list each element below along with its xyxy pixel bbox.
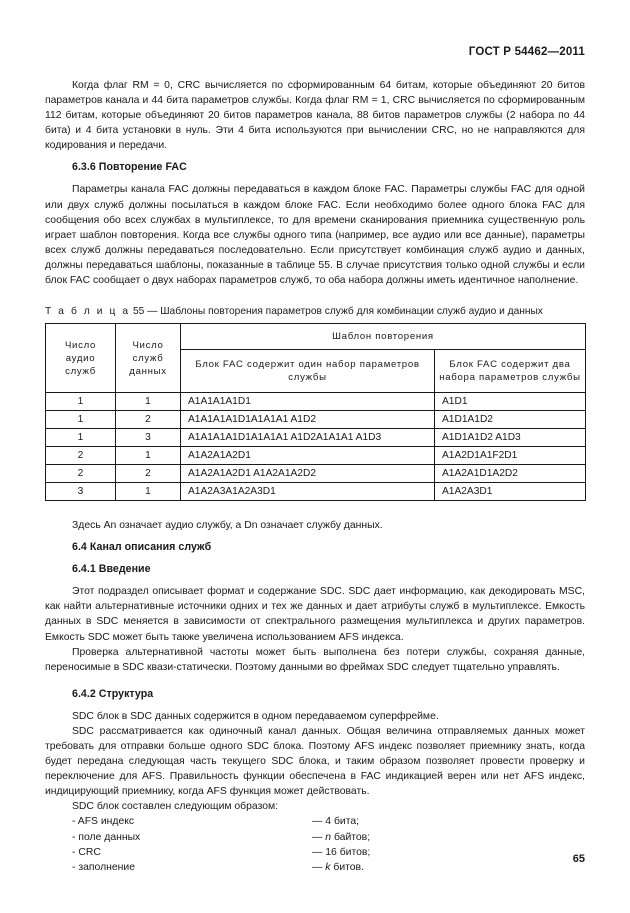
table-caption (45, 305, 585, 319)
cell-audio-count: 3 (46, 483, 116, 501)
list-item-symbol: n (325, 831, 332, 843)
cell-pattern-one-set: A1A2A3A1A2A3D1 (181, 483, 435, 501)
table-caption-number: 55 (133, 306, 145, 318)
list-item (45, 830, 585, 845)
cell-audio-count: 1 (46, 429, 116, 447)
spacer (45, 702, 585, 709)
table-caption-text: — Шаблоны повторения параметров служб для комбинации служб аудио и данных (147, 306, 543, 318)
heading-6-4-1: 6.4.1 Введение (72, 563, 151, 576)
table-row (46, 429, 586, 447)
spacer (45, 175, 585, 182)
cell-pattern-one-set: A1A2A1A2D1 (181, 447, 435, 465)
header-col-audio-count: Число аудио служб (46, 324, 116, 393)
table-row (46, 393, 586, 411)
heading-6-3-6: 6.3.6 Повторение FAC (72, 161, 187, 174)
sdc-block-composition-list (45, 814, 585, 874)
cell-data-count: 1 (116, 483, 181, 501)
table-55-repetition-patterns (45, 323, 586, 501)
list-item-value (312, 830, 370, 845)
paragraph-sdc-single-channel: SDC рассматривается как одиночный канал данных. Общая величина отправляемых данных может требовать для отправки больше одного SDC блока. Поэтому AFS индекс позволяет приемнику знать, когда будет передана следующая часть текущего SDC блока, и таким образом позволяет провести проверку и переключение для AFS. Правильность функции обеспечена в FAC индикацией верен или нет AFS индекс, индицирующий приемнику, когда AFS функция может действовать. (45, 725, 585, 798)
table-body (46, 393, 586, 501)
cell-pattern-two-sets: A1D1A1D2 (435, 411, 586, 429)
header-group-repetition-pattern: Шаблон повторения (181, 324, 586, 350)
cell-pattern-one-set: A1A1A1A1D1A1A1A1 A1D2 (181, 411, 435, 429)
table-row (46, 447, 586, 465)
list-item-label: - AFS индекс (72, 816, 135, 828)
paragraph-sdc-intro: Этот подраздел описывает формат и содержание SDC. SDC дает информацию, как декодировать MSC, как найти альтернативные источники одних и тех же данных и дает атрибуты служб в мультиплексе. Емкость данных в SDC меняется в зависимости от спектрального размещения мультиплекса и других параметров. Емкость SDC может быть также увеличена использованием AFS индекса. (45, 586, 585, 643)
table-head (46, 324, 586, 393)
cell-audio-count: 2 (46, 447, 116, 465)
table-row (46, 411, 586, 429)
cell-pattern-two-sets: A1A2A3D1 (435, 483, 586, 501)
spacer (45, 501, 585, 518)
table-caption-label: Т а б л и ц а (45, 306, 131, 318)
cell-audio-count: 1 (46, 393, 116, 411)
paragraph-fac-repetition: Параметры канала FAC должны передаваться в каждом блоке FAC. Параметры службы FAC для одной или двух служб должны посылаться в каждом блоке FAC. Если необходимо более одного блока FAC для сообщения обо всех службах в мультиплексе, то для времени сканирования приемника существенную роль играет шаблон повторения. Когда все службы одного типа (например, все аудио или все данные), параметры всех служб должны передаваться последовательно. Если присутствует комбинация служб аудио и данных, должны передаваться шаблоны, показанные в таблице 55. В случае присутствия только одной службы и если блок FAC сообщает о двух наборах параметров служб, то оба набора должны иметь идентичное наполнение. (45, 184, 585, 287)
spacer (45, 577, 585, 584)
spacer (45, 288, 585, 305)
table-row (46, 483, 586, 501)
spacer (45, 555, 585, 562)
em-dash: — (312, 831, 323, 843)
heading-6-4-2: 6.4.2 Структура (72, 687, 154, 700)
em-dash: — (312, 846, 323, 858)
cell-data-count: 2 (116, 411, 181, 429)
list-item-size: битов. (333, 861, 364, 873)
list-item-size: байтов; (333, 831, 371, 843)
paragraph-crc-computation: Когда флаг RM = 0, CRC вычисляется по сформированным 64 битам, которые объединяют 20 битов параметров канала и 44 бита параметров службы. Когда флаг RM = 1, CRC вычисляется по сформированным 112 битам, которые объединяют 20 битов параметров канала, 88 битов параметров службы (2 набора по 44 бита) и 4 бита установки в нуль. Эти 4 бита используются при вычислении CRC, но не направляются для кодирования и передачи. (45, 80, 585, 152)
list-item-value (312, 845, 370, 860)
cell-data-count: 2 (116, 465, 181, 483)
spacer (45, 153, 585, 160)
cell-audio-count: 1 (46, 411, 116, 429)
cell-pattern-one-set: A1A2A1A2D1 A1A2A1A2D2 (181, 465, 435, 483)
page-header-standard-id: ГОСТ Р 54462—2011 (468, 46, 585, 58)
em-dash: — (312, 861, 323, 873)
list-item-value (312, 860, 364, 875)
spacer (45, 533, 585, 540)
cell-data-count: 1 (116, 447, 181, 465)
cell-pattern-two-sets: A1D1 (435, 393, 586, 411)
cell-data-count: 1 (116, 393, 181, 411)
list-item-size: 4 бита; (325, 816, 360, 828)
cell-pattern-two-sets: A1A2D1A1F2D1 (435, 447, 586, 465)
page-number: 65 (572, 853, 585, 865)
table-row (46, 465, 586, 483)
header-col-two-sets: Блок FAC содержит два набора параметров службы (435, 350, 586, 393)
list-item-label: - заполнение (72, 861, 135, 873)
list-item-size: 16 битов; (325, 846, 371, 858)
header-col-data-count: Число служб данных (116, 324, 181, 393)
paragraph-sdc-composition-intro: SDC блок составлен следующим образом: (72, 801, 279, 813)
paragraph-afs-check: Проверка альтернативной частоты может быть выполнена без потери службы, сохраняя данные, переносимые в SDC квази-статически. Поэтому данными во фреймах SDC следует тщательно управлять. (45, 646, 585, 673)
header-col-one-set: Блок FAC содержит один набор параметров службы (181, 350, 435, 393)
paragraph-an-dn-note: Здесь An означает аудио службу, a Dn означает службу данных. (72, 520, 383, 532)
list-item-value (312, 814, 359, 829)
cell-pattern-two-sets: A1D1A1D2 A1D3 (435, 429, 586, 447)
cell-pattern-two-sets: A1A2A1D1A2D2 (435, 465, 586, 483)
cell-pattern-one-set: A1A1A1A1D1A1A1A1 A1D2A1A1A1 A1D3 (181, 429, 435, 447)
list-item (45, 845, 585, 860)
list-item-label: - CRC (72, 846, 101, 858)
cell-data-count: 3 (116, 429, 181, 447)
list-item-label: - поле данных (72, 831, 141, 843)
cell-audio-count: 2 (46, 465, 116, 483)
em-dash: — (312, 816, 323, 828)
table-header-row-top (46, 324, 586, 350)
heading-6-4: 6.4 Канал описания служб (72, 541, 212, 554)
spacer (45, 675, 585, 687)
page-content (45, 78, 585, 875)
list-item-symbol: k (325, 861, 331, 873)
paragraph-sdc-superframe: SDC блок в SDC данных содержится в одном передаваемом суперфрейме. (72, 710, 439, 722)
list-item (45, 860, 585, 875)
list-item (45, 814, 585, 829)
cell-pattern-one-set: A1A1A1A1D1 (181, 393, 435, 411)
